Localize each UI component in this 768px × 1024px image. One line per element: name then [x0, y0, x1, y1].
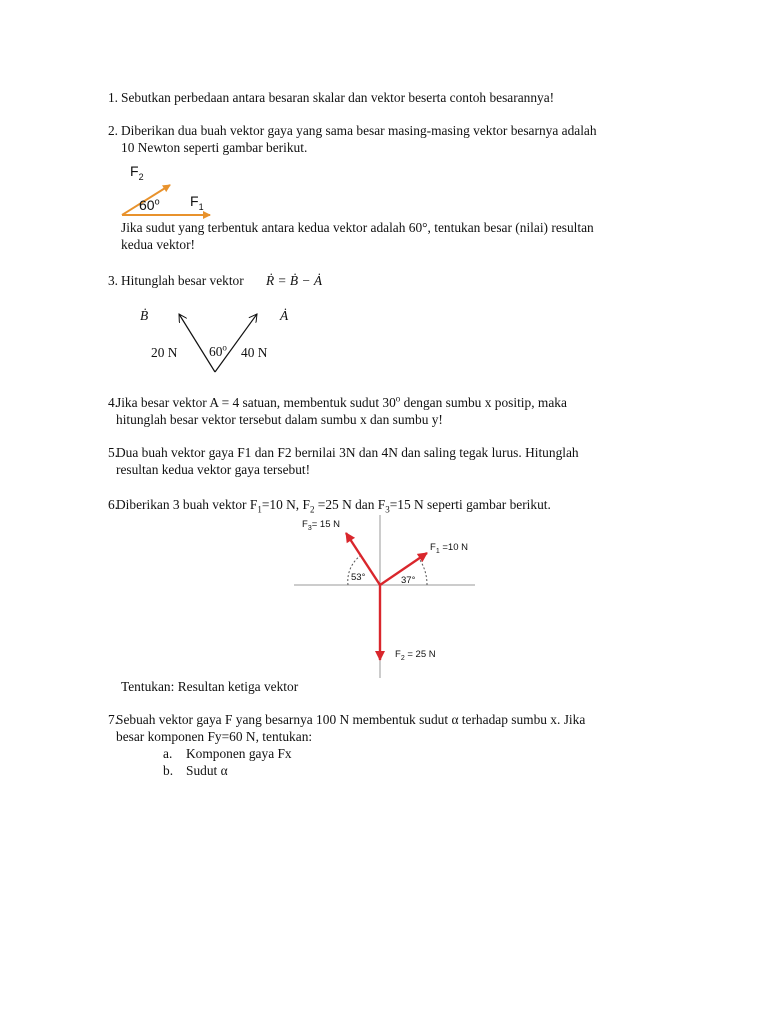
q3-a-label: Ȧ — [280, 308, 289, 323]
q6-f2-label: $F_2 = 25$ N — [395, 649, 436, 662]
question-5-line-1: Dua buah vektor gaya F1 dan F2 bernilai 3N dan 4N dan saling tegak lurus. Hitunglah — [116, 445, 579, 460]
angle-arc-37 — [420, 560, 427, 585]
question-2-line-1: Diberikan dua buah vektor gaya yang sama besar masing-masing vektor besarnya adalah — [121, 123, 597, 138]
q2-angle-label: 60$^o$ — [139, 196, 160, 213]
q6-angle-53-label: 53° — [351, 572, 366, 583]
question-2-number: 2. — [107, 123, 118, 138]
question-6-number: 6. — [107, 497, 118, 512]
question-2-line-2: 10 Newton seperti gambar berikut. — [121, 140, 308, 155]
q3-b-magnitude: 20 N — [151, 345, 178, 360]
question-4-line-2: hitunglah besar vektor tersebut dalam sumbu x dan sumbu y! — [116, 412, 443, 427]
question-7-number: 7. — [107, 712, 118, 727]
q6-f1-label: $F_1 =10$ N — [430, 542, 468, 555]
question-3-number: 3. — [107, 273, 118, 288]
q6-angle-37-label: 37° — [401, 575, 416, 586]
question-3-text: Hitunglah besar vektor — [121, 273, 244, 288]
question-4-number: 4. — [107, 395, 118, 410]
question-1-number: 1. — [107, 90, 118, 105]
question-7-item-a-letter: a. — [163, 746, 173, 761]
question-7-item-a-text: Komponen gaya Fx — [186, 746, 292, 761]
question-5-line-2: resultan kedua vektor gaya tersebut! — [116, 462, 311, 477]
q3-b-label: Ḃ — [140, 308, 149, 323]
question-3-formula: Ṙ = Ḃ − Ȧ — [266, 273, 323, 288]
question-4-line-1: Jika besar vektor A = 4 satuan, membentuk sudut 30$^o$ dengan sumbu x positip, maka — [116, 393, 567, 410]
q2-f1-label: $F_1$ — [190, 193, 204, 212]
question-7-line-2: besar komponen Fy=60 N, tentukan: — [116, 729, 313, 744]
question-6-task: Tentukan: Resultan ketiga vektor — [121, 679, 299, 694]
question-1-text: Sebutkan perbedaan antara besaran skalar dan vektor beserta contoh besarannya! — [121, 90, 555, 105]
question-5-number: 5. — [107, 445, 118, 460]
q2-f2-label: $F_2$ — [130, 163, 144, 182]
question-7-line-1: Sebuah vektor gaya F yang besarnya 100 N membentuk sudut α terhadap sumbu x. Jika — [116, 712, 586, 727]
question-2-after-line-2: kedua vektor! — [121, 237, 195, 252]
question-6-text: Diberikan 3 buah vektor $F_1=10$ N, $F_2 =25$ N dan $F_3=15$ N seperti gambar berikut. — [116, 497, 551, 515]
q3-a-magnitude: 40 N — [241, 345, 268, 360]
q3-angle-label: 60$^o$ — [209, 342, 227, 359]
question-2-after-line-1: Jika sudut yang terbentuk antara kedua vektor adalah 60°, tentukan besar (nilai) resultan — [121, 220, 594, 235]
question-7-item-b-letter: b. — [163, 763, 174, 778]
q6-f3-label: $F_3= 15$ N — [302, 519, 340, 532]
question-7-item-b-text: Sudut α — [186, 763, 228, 778]
